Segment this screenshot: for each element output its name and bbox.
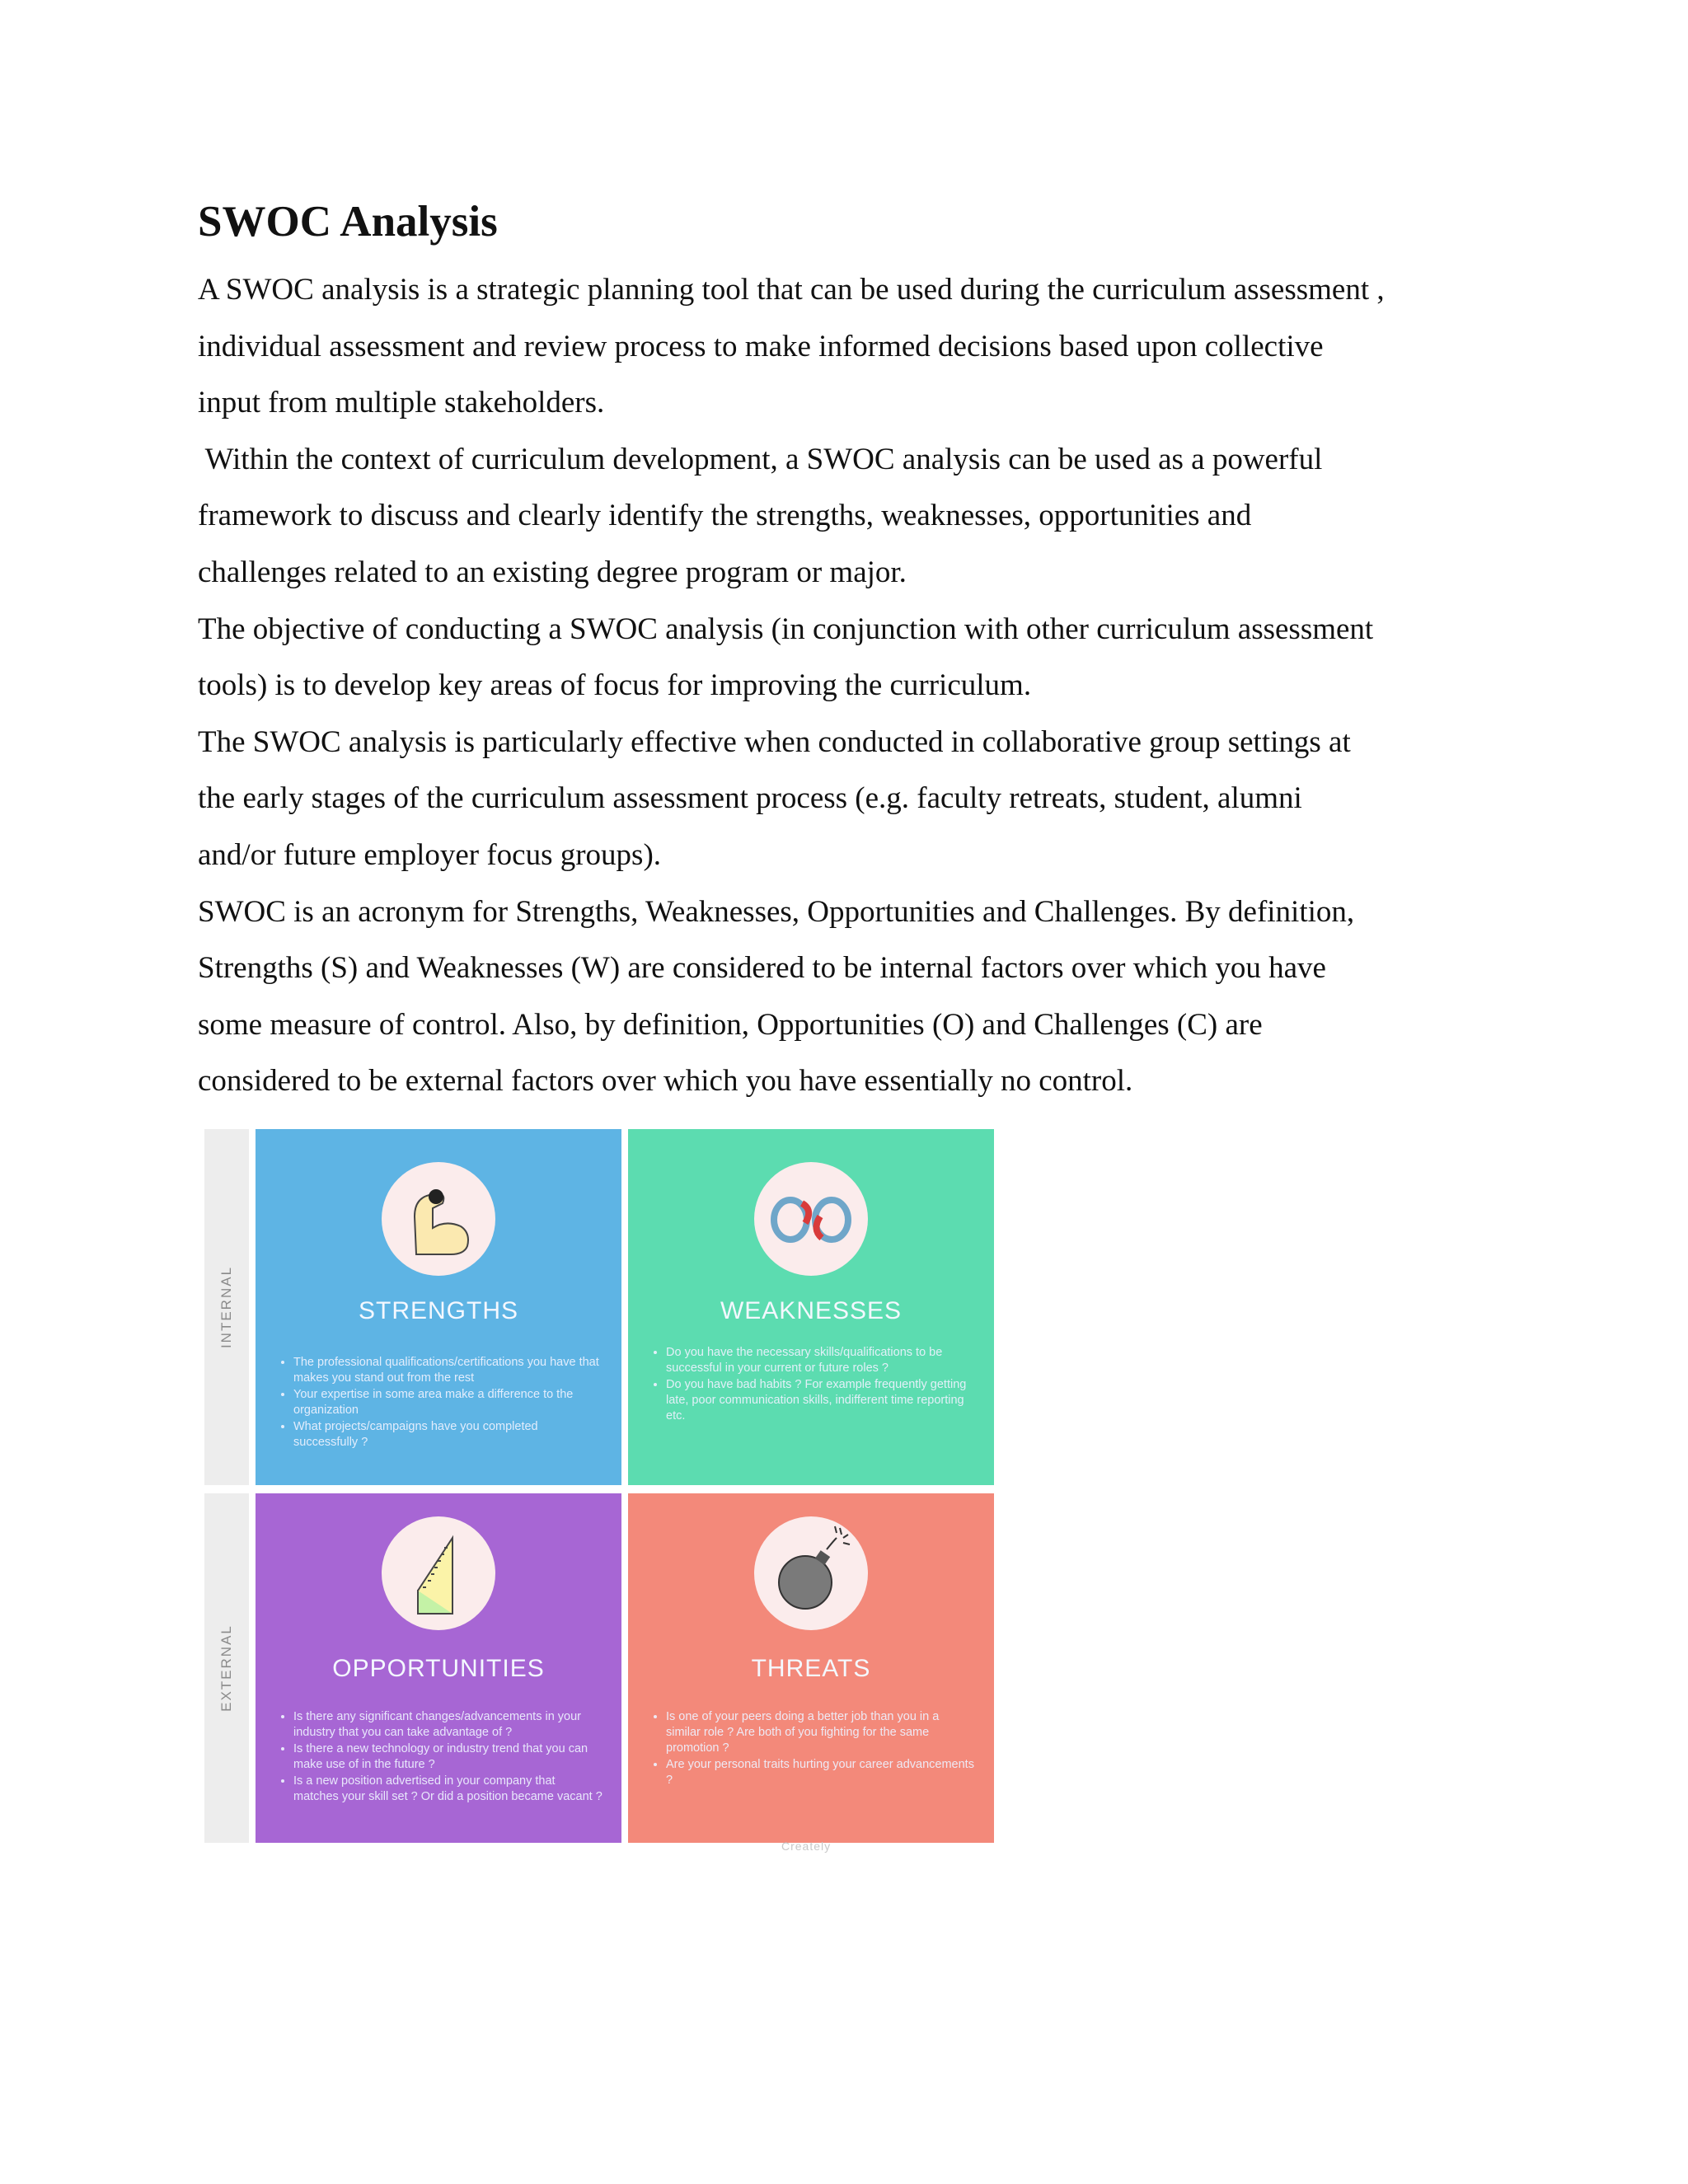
list-item: • Is there a new technology or industry trend that you can make use of in the future ? [293, 1741, 603, 1773]
text-line: some measure of control. Also, by definition, Opportunities (O) and Challenges (C) are [198, 1007, 1263, 1042]
list-item: • Are your personal traits hurting your career advancements ? [666, 1757, 976, 1788]
text-line: Within the context of curriculum development, a SWOC analysis can be used as a powerful [198, 442, 1323, 476]
text-line: framework to discuss and clearly identify the strengths, weaknesses, opportunities and [198, 499, 1252, 533]
watermark: Creately [781, 1840, 832, 1853]
list-item: • The professional qualifications/certifications you have that makes you stand out from the rest [293, 1355, 603, 1386]
text-line: Strengths (S) and Weaknesses (W) are considered to be internal factors over which you have [198, 951, 1326, 986]
swot-figure [204, 1129, 1029, 1871]
text-line: considered to be external factors over which you have essentially no control. [198, 1064, 1133, 1099]
page-title: SWOC Analysis [198, 198, 498, 246]
side-band-external [204, 1493, 249, 1843]
list-item: • What projects/campaigns have you completed successfully ? [293, 1419, 603, 1451]
bullet-list [282, 1355, 603, 1451]
side-band-internal [204, 1129, 249, 1485]
list-item: • Do you have bad habits ? For example frequently getting late, poor communication skills, indifferent time reporting etc. [666, 1377, 976, 1424]
broken-chain-icon [754, 1162, 868, 1276]
flexed-arm-icon [382, 1162, 495, 1276]
quadrant-heading: THREATS [751, 1655, 871, 1682]
side-label-external: EXTERNAL [218, 1624, 234, 1712]
bullet-list [654, 1709, 976, 1789]
text-line: tools) is to develop key areas of focus for improving the curriculum. [198, 668, 1032, 703]
quadrant-weaknesses [628, 1129, 994, 1485]
quadrant-heading: WEAKNESSES [720, 1297, 903, 1324]
text-line: input from multiple stakeholders. [198, 386, 605, 420]
body-text [198, 262, 1550, 1110]
quadrant-threats [628, 1493, 994, 1843]
side-label-internal: INTERNAL [218, 1265, 234, 1349]
quadrant-opportunities [256, 1493, 621, 1843]
text-line: SWOC is an acronym for Strengths, Weaknesses, Opportunities and Challenges. By definition, [198, 894, 1355, 929]
list-item: • Do you have the necessary skills/qualifications to be successful in your current or future roles ? [666, 1345, 976, 1376]
text-line: the early stages of the curriculum assessment process (e.g. faculty retreats, student, alumni [198, 781, 1302, 816]
list-item: • Your expertise in some area make a difference to the organization [293, 1387, 603, 1418]
quadrant-strengths [256, 1129, 621, 1485]
staircase-icon [382, 1516, 495, 1630]
text-line: The SWOC analysis is particularly effective when conducted in collaborative group settings at [198, 724, 1351, 759]
bullet-list [282, 1709, 603, 1806]
list-item: • Is there any significant changes/advancements in your industry that you can take advantage of ? [293, 1709, 603, 1741]
text-line: The objective of conducting a SWOC analysis (in conjunction with other curriculum assessment [198, 612, 1374, 646]
quadrant-heading: STRENGTHS [358, 1297, 518, 1324]
quadrant-heading: OPPORTUNITIES [332, 1655, 545, 1682]
list-item: • Is a new position advertised in your company that matches your skill set ? Or did a position became vacant ? [293, 1774, 603, 1805]
bomb-icon [754, 1516, 868, 1630]
text-line: and/or future employer focus groups). [198, 837, 662, 872]
list-item: • Is one of your peers doing a better job than you in a similar role ? Are both of you fighting for the same promotion ? [666, 1709, 976, 1756]
text-line: individual assessment and review process to make informed decisions based upon collective [198, 329, 1324, 363]
text-line: challenges related to an existing degree program or major. [198, 555, 907, 589]
bullet-list [654, 1345, 976, 1425]
text-line: A SWOC analysis is a strategic planning tool that can be used during the curriculum assessment , [198, 273, 1385, 307]
